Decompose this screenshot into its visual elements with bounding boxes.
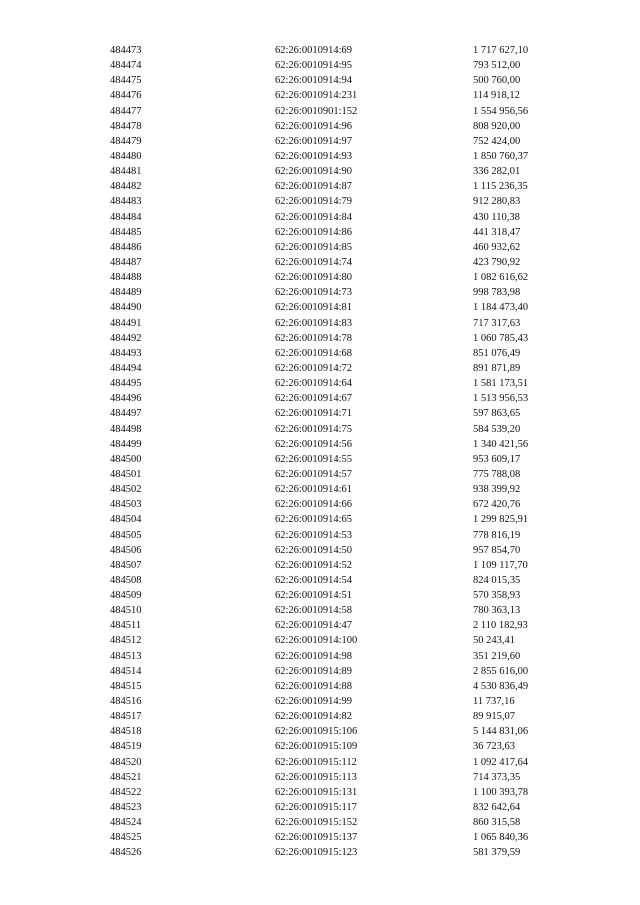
cadastral-value: 460 932,62 (473, 241, 521, 253)
table-row (0, 255, 640, 270)
row-number: 484521 (110, 771, 142, 783)
cadastral-number: 62:26:0010914:52 (275, 559, 353, 571)
cadastral-value: 89 915,07 (473, 711, 515, 723)
row-number: 484476 (110, 90, 142, 102)
cadastral-number: 62:26:0010914:58 (275, 605, 353, 617)
cadastral-value: 832 642,64 (473, 802, 521, 814)
table-row (0, 845, 640, 860)
row-number: 484501 (110, 468, 142, 480)
cadastral-number: 62:26:0010901:152 (275, 105, 358, 117)
row-number: 484473 (110, 45, 142, 56)
cadastral-value: 430 110,38 (473, 211, 520, 223)
row-number: 484492 (110, 332, 142, 344)
row-number: 484496 (110, 393, 142, 405)
table-row (0, 240, 640, 255)
table-row (0, 815, 640, 830)
table-row (0, 437, 640, 452)
table-row (0, 830, 640, 845)
row-number: 484512 (110, 635, 142, 647)
cadastral-value: 1 060 785,43 (473, 332, 529, 344)
cadastral-number: 62:26:0010915:131 (275, 786, 358, 798)
cadastral-number: 62:26:0010914:65 (275, 514, 353, 526)
row-number: 484515 (110, 680, 142, 692)
table-row (0, 376, 640, 391)
table-row (0, 512, 640, 527)
cadastral-value: 5 144 831,06 (473, 726, 529, 738)
cadastral-number: 62:26:0010914:83 (275, 317, 353, 329)
cadastral-value: 584 539,20 (473, 423, 521, 435)
cadastral-number: 62:26:0010915:137 (275, 832, 358, 844)
cadastral-value: 597 863,65 (473, 408, 521, 420)
table-row (0, 104, 640, 119)
row-number: 484508 (110, 574, 142, 586)
cadastral-number: 62:26:0010915:123 (275, 847, 358, 859)
table-row (0, 391, 640, 406)
cadastral-value: 953 609,17 (473, 453, 521, 465)
table-row (0, 467, 640, 482)
cadastral-number: 62:26:0010914:47 (275, 620, 353, 632)
cadastral-number: 62:26:0010914:56 (275, 438, 353, 450)
cadastral-number: 62:26:0010914:75 (275, 423, 353, 435)
cadastral-value: 50 243,41 (473, 635, 515, 647)
table-row (0, 225, 640, 240)
table-row (0, 43, 640, 58)
row-number: 484525 (110, 832, 142, 844)
cadastral-number: 62:26:0010914:57 (275, 468, 353, 480)
cadastral-value: 938 399,92 (473, 484, 521, 496)
cadastral-value: 1 115 236,35 (473, 181, 528, 193)
row-number: 484505 (110, 529, 142, 541)
table-row (0, 346, 640, 361)
cadastral-value: 500 760,00 (473, 75, 521, 87)
cadastral-number: 62:26:0010914:68 (275, 347, 353, 359)
row-number: 484519 (110, 741, 142, 753)
table-row (0, 331, 640, 346)
table-row (0, 573, 640, 588)
table-row (0, 119, 640, 134)
cadastral-number: 62:26:0010914:79 (275, 196, 353, 208)
row-number: 484480 (110, 150, 142, 162)
row-number: 484497 (110, 408, 142, 420)
cadastral-number: 62:26:0010915:113 (275, 771, 357, 783)
cadastral-number: 62:26:0010914:95 (275, 60, 353, 72)
table-row (0, 497, 640, 512)
row-number: 484509 (110, 590, 142, 602)
table-row (0, 528, 640, 543)
cadastral-value: 1 092 417,64 (473, 756, 529, 768)
cadastral-value: 1 717 627,10 (473, 45, 529, 56)
row-number: 484483 (110, 196, 142, 208)
cadastral-value: 1 513 956,53 (473, 393, 529, 405)
table-row (0, 194, 640, 209)
cadastral-number: 62:26:0010914:90 (275, 166, 353, 178)
row-number: 484481 (110, 166, 142, 178)
cadastral-value: 1 065 840,36 (473, 832, 529, 844)
row-number: 484490 (110, 302, 142, 314)
cadastral-value: 581 379,59 (473, 847, 521, 859)
cadastral-number: 62:26:0010914:69 (275, 45, 353, 56)
cadastral-value: 351 219,60 (473, 650, 521, 662)
cadastral-value: 114 918,12 (473, 90, 520, 102)
cadastral-number: 62:26:0010914:53 (275, 529, 353, 541)
row-number: 484495 (110, 378, 142, 390)
cadastral-value: 1 082 616,62 (473, 272, 529, 284)
row-number: 484518 (110, 726, 142, 738)
row-number: 484500 (110, 453, 142, 465)
cadastral-number: 62:26:0010914:81 (275, 302, 353, 314)
row-number: 484482 (110, 181, 142, 193)
cadastral-number: 62:26:0010914:71 (275, 408, 353, 420)
cadastral-value: 11 737,16 (473, 696, 515, 708)
cadastral-number: 62:26:0010914:82 (275, 711, 353, 723)
table-row (0, 361, 640, 376)
row-number: 484478 (110, 120, 142, 132)
cadastral-number: 62:26:0010915:106 (275, 726, 358, 738)
row-number: 484485 (110, 226, 142, 238)
row-number: 484506 (110, 544, 142, 556)
row-number: 484493 (110, 347, 142, 359)
row-number: 484474 (110, 60, 142, 72)
table-row (0, 739, 640, 754)
row-number: 484491 (110, 317, 142, 329)
cadastral-number: 62:26:0010914:94 (275, 75, 353, 87)
cadastral-value: 2 855 616,00 (473, 665, 529, 677)
cadastral-number: 62:26:0010914:78 (275, 332, 353, 344)
cadastral-number: 62:26:0010914:88 (275, 680, 353, 692)
cadastral-value: 780 363,13 (473, 605, 521, 617)
table-row (0, 603, 640, 618)
cadastral-value: 2 110 182,93 (473, 620, 528, 632)
row-number: 484488 (110, 272, 142, 284)
row-number: 484514 (110, 665, 142, 677)
table-row (0, 633, 640, 648)
table-row (0, 558, 640, 573)
table-row (0, 724, 640, 739)
row-number: 484520 (110, 756, 142, 768)
cadastral-number: 62:26:0010914:89 (275, 665, 353, 677)
row-number: 484486 (110, 241, 142, 253)
cadastral-number: 62:26:0010914:97 (275, 135, 353, 147)
table-row (0, 406, 640, 421)
cadastral-value: 570 358,93 (473, 590, 521, 602)
cadastral-value: 717 317,63 (473, 317, 521, 329)
row-number: 484524 (110, 817, 142, 829)
table-row (0, 543, 640, 558)
cadastral-number: 62:26:0010914:54 (275, 574, 353, 586)
data-table (0, 43, 640, 861)
table-row (0, 482, 640, 497)
cadastral-number: 62:26:0010914:96 (275, 120, 353, 132)
table-row (0, 679, 640, 694)
row-number: 484522 (110, 786, 142, 798)
cadastral-number: 62:26:0010914:98 (275, 650, 353, 662)
table-row (0, 422, 640, 437)
cadastral-value: 778 816,19 (473, 529, 521, 541)
table-row (0, 588, 640, 603)
cadastral-value: 672 420,76 (473, 499, 521, 511)
row-number: 484507 (110, 559, 142, 571)
cadastral-number: 62:26:0010914:74 (275, 256, 353, 268)
cadastral-value: 824 015,35 (473, 574, 521, 586)
row-number: 484475 (110, 75, 142, 87)
cadastral-value: 423 790,92 (473, 256, 521, 268)
cadastral-value: 957 854,70 (473, 544, 521, 556)
cadastral-value: 1 184 473,40 (473, 302, 529, 314)
table-row (0, 179, 640, 194)
table-row (0, 210, 640, 225)
table-row (0, 785, 640, 800)
cadastral-value: 752 424,00 (473, 135, 521, 147)
row-number: 484489 (110, 287, 142, 299)
row-number: 484502 (110, 484, 142, 496)
table-row (0, 300, 640, 315)
cadastral-value: 1 554 956,56 (473, 105, 529, 117)
cadastral-number: 62:26:0010914:66 (275, 499, 353, 511)
row-number: 484477 (110, 105, 142, 117)
cadastral-value: 1 109 117,70 (473, 559, 528, 571)
cadastral-value: 860 315,58 (473, 817, 521, 829)
table-row (0, 618, 640, 633)
table-row (0, 316, 640, 331)
cadastral-value: 714 373,35 (473, 771, 521, 783)
cadastral-number: 62:26:0010914:61 (275, 484, 353, 496)
cadastral-number: 62:26:0010914:64 (275, 378, 353, 390)
row-number: 484523 (110, 802, 142, 814)
table-row (0, 800, 640, 815)
cadastral-number: 62:26:0010915:117 (275, 802, 357, 814)
table-row (0, 58, 640, 73)
cadastral-number: 62:26:0010914:86 (275, 226, 353, 238)
table-row (0, 452, 640, 467)
cadastral-number: 62:26:0010914:72 (275, 362, 353, 374)
cadastral-number: 62:26:0010914:55 (275, 453, 353, 465)
row-number: 484511 (110, 620, 142, 632)
cadastral-value: 808 920,00 (473, 120, 521, 132)
table-row (0, 664, 640, 679)
cadastral-value: 912 280,83 (473, 196, 521, 208)
cadastral-number: 62:26:0010914:93 (275, 150, 353, 162)
row-number: 484479 (110, 135, 142, 147)
cadastral-number: 62:26:0010914:50 (275, 544, 353, 556)
cadastral-value: 1 100 393,78 (473, 786, 529, 798)
cadastral-value: 336 282,01 (473, 166, 521, 178)
row-number: 484504 (110, 514, 142, 526)
table-row (0, 88, 640, 103)
row-number: 484484 (110, 211, 142, 223)
cadastral-number: 62:26:0010914:51 (275, 590, 353, 602)
cadastral-number: 62:26:0010914:99 (275, 696, 353, 708)
table-row (0, 73, 640, 88)
row-number: 484513 (110, 650, 142, 662)
cadastral-value: 998 783,98 (473, 287, 521, 299)
cadastral-number: 62:26:0010914:85 (275, 241, 353, 253)
cadastral-number: 62:26:0010915:109 (275, 741, 358, 753)
cadastral-value: 775 788,08 (473, 468, 521, 480)
table-row (0, 134, 640, 149)
row-number: 484516 (110, 696, 142, 708)
cadastral-number: 62:26:0010914:73 (275, 287, 353, 299)
table-row (0, 270, 640, 285)
cadastral-value: 1 299 825,91 (473, 514, 529, 526)
row-number: 484510 (110, 605, 142, 617)
cadastral-number: 62:26:0010914:67 (275, 393, 353, 405)
cadastral-value: 441 318,47 (473, 226, 521, 238)
row-number: 484503 (110, 499, 142, 511)
row-number: 484499 (110, 438, 142, 450)
row-number: 484487 (110, 256, 142, 268)
cadastral-number: 62:26:0010914:80 (275, 272, 353, 284)
cadastral-value: 4 530 836,49 (473, 680, 529, 692)
row-number: 484494 (110, 362, 142, 374)
cadastral-value: 36 723,63 (473, 741, 515, 753)
table-row (0, 164, 640, 179)
table-row (0, 709, 640, 724)
cadastral-number: 62:26:0010915:152 (275, 817, 358, 829)
cadastral-value: 793 512,00 (473, 60, 521, 72)
table-row (0, 649, 640, 664)
cadastral-number: 62:26:0010914:87 (275, 181, 353, 193)
cadastral-number: 62:26:0010914:100 (275, 635, 358, 647)
table-row (0, 149, 640, 164)
cadastral-value: 851 076,49 (473, 347, 521, 359)
cadastral-value: 891 871,89 (473, 362, 521, 374)
row-number: 484498 (110, 423, 142, 435)
table-row (0, 755, 640, 770)
row-number: 484517 (110, 711, 142, 723)
row-number: 484526 (110, 847, 142, 859)
table-row (0, 285, 640, 300)
cadastral-number: 62:26:0010914:231 (275, 90, 358, 102)
cadastral-value: 1 340 421,56 (473, 438, 529, 450)
cadastral-number: 62:26:0010914:84 (275, 211, 353, 223)
cadastral-value: 1 850 760,37 (473, 150, 529, 162)
cadastral-value: 1 581 173,51 (473, 378, 529, 390)
table-row (0, 694, 640, 709)
table-row (0, 770, 640, 785)
cadastral-number: 62:26:0010915:112 (275, 756, 357, 768)
